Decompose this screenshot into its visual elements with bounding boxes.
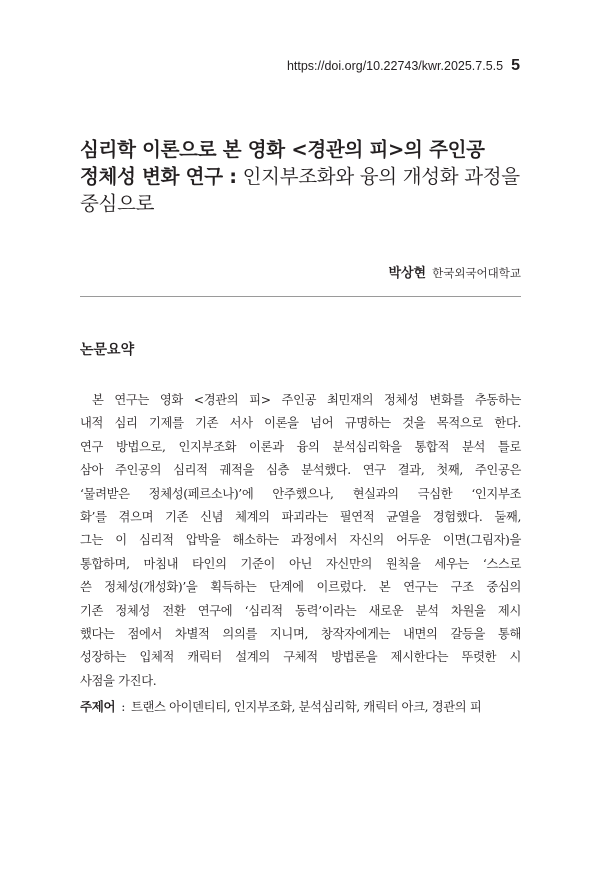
abstract-line: 삼아 주인공의 심리적 궤적을 심층 분석했다. 연구 결과, 첫째, 주인공은	[80, 463, 521, 478]
abstract-line: 통합하며, 마침내 타인의 기준이 아닌 자신만의 원칙을 세우는 ‘스스로	[80, 556, 521, 571]
keywords-label: 주제어	[80, 699, 116, 714]
title-line-2-bold: 정체성 변화 연구 :	[80, 165, 237, 188]
abstract-line: 사점을 가진다.	[80, 673, 157, 688]
title-line-2-subtitle: 인지부조화와 융의 개성화 과정을	[236, 165, 520, 188]
abstract-line: 기존 정체성 전환 연구에 ‘심리적 동력’이라는 새로운 분석 차원을 제시	[80, 603, 521, 618]
title-line-3-subtitle: 중심으로	[80, 192, 155, 215]
abstract-body	[80, 389, 521, 693]
paper-title	[80, 136, 530, 217]
abstract-line: 그는 이 심리적 압박을 해소하는 과정에서 자신의 어두운 이면(그림자)을	[80, 533, 521, 548]
abstract-line: 연구 방법으로, 인지부조화 이론과 융의 분석심리학을 통합적 분석 틀로	[80, 439, 521, 454]
abstract-line: 했다는 점에서 차별적 의의를 지니며, 창작자에게는 내면의 갈등을 통해	[80, 627, 521, 642]
abstract-line: 내적 심리 기제를 기존 서사 이론을 넘어 규명하는 것을 목적으로 한다.	[80, 416, 521, 431]
abstract-line: 본 연구는 영화 <경관의 피> 주인공 최민재의 정체성 변화를 추동하는	[92, 393, 521, 407]
keywords-separator: :	[121, 700, 125, 714]
abstract-heading: 논문요약	[80, 342, 135, 358]
keywords-line	[80, 697, 521, 715]
page-number: 5	[511, 57, 520, 74]
abstract-line: 화’를 겪으며 기존 신념 체계의 파괴라는 필연적 균열을 경험했다. 둘째,	[80, 510, 521, 525]
keywords-text: 트랜스 아이덴티티, 인지부조화, 분석심리학, 캐릭터 아크, 경관의 피	[130, 700, 482, 714]
running-header	[287, 57, 520, 75]
title-line-1: 심리학 이론으로 본 영화 <경관의 피>의 주인공	[80, 138, 485, 161]
doi-link[interactable]: https://doi.org/10.22743/kwr.2025.7.5.5	[286, 59, 504, 73]
author-affiliation: 한국외국어대학교	[432, 266, 521, 280]
abstract-line: 쓴 정체성(개성화)’을 획득하는 단계에 이르렀다. 본 연구는 구조 중심의	[80, 580, 521, 595]
abstract-line: ‘물려받은 정체성(페르소나)’에 안주했으나, 현실과의 극심한 ‘인지부조	[80, 486, 521, 501]
author-block	[388, 262, 521, 281]
author-name: 박상현	[388, 266, 427, 281]
title-divider	[80, 296, 521, 297]
abstract-line: 성장하는 입체적 캐릭터 설계의 구체적 방법론을 제시한다는 뚜렷한 시	[80, 650, 521, 665]
